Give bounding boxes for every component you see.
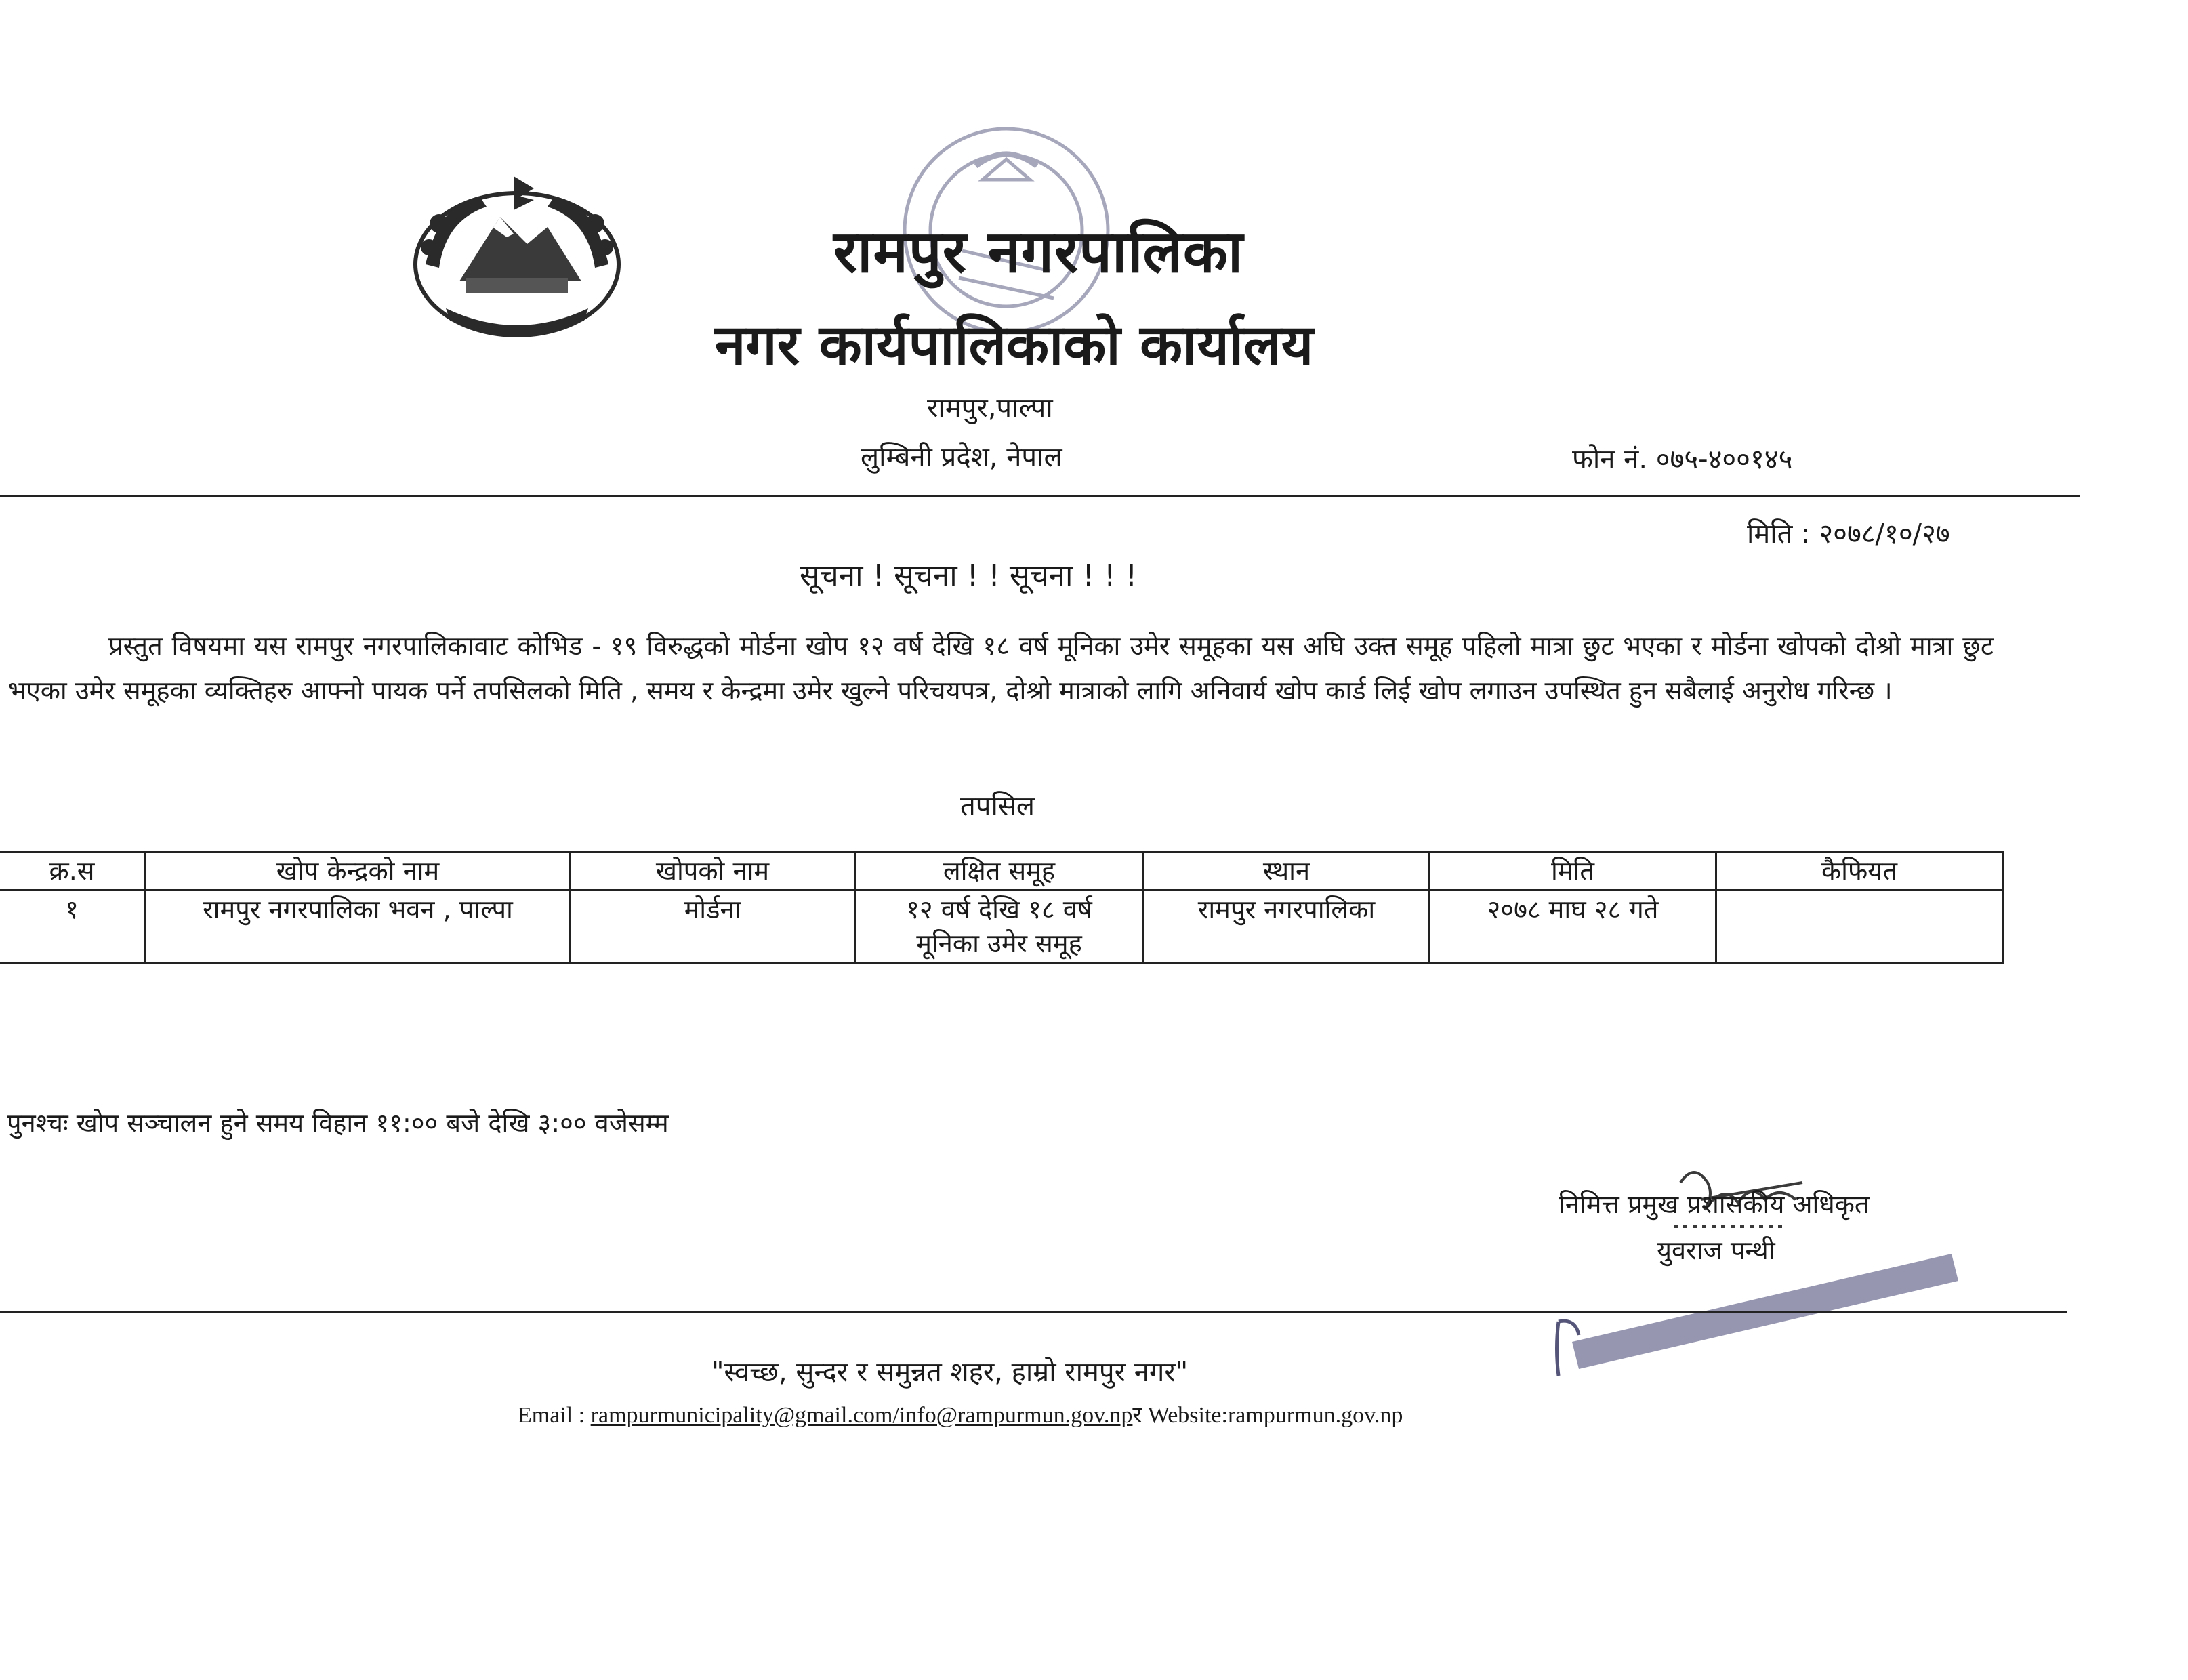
cell-date: २०७८ माघ २८ गते (1430, 890, 1716, 963)
column-header: कैफियत (1716, 852, 2003, 890)
target-line: १२ वर्ष देखि १८ वर्ष (906, 895, 1092, 924)
website-text: Website:rampurmun.gov.np (1142, 1403, 1403, 1428)
contact-line (518, 1398, 1403, 1429)
address-city: रामपुर,पाल्पा (927, 392, 1053, 424)
column-header: मिति (1430, 852, 1716, 890)
email-suffix: र (1132, 1403, 1142, 1428)
nepal-emblem-icon (398, 163, 636, 359)
cell-place: रामपुर नगरपालिका (1144, 890, 1430, 963)
footer-divider (0, 1311, 2067, 1313)
schedule-title: तपसिल (960, 791, 1035, 822)
municipality-motto: "स्वच्छ, सुन्दर र समुन्नत शहर, हाम्रो रामपुर नगर" (711, 1357, 1189, 1388)
cell-remarks (1716, 890, 2003, 963)
cell-sn: १ (0, 890, 146, 963)
column-header: स्थान (1144, 852, 1430, 890)
phone-number: फोन नं. ०७५-४००१४५ (1572, 444, 1793, 475)
cell-vaccine: मोर्डना (571, 890, 855, 963)
header-divider (0, 495, 2080, 497)
office-name: नगर कार्यपालिकाको कार्यालय (715, 313, 1314, 377)
table-row (0, 890, 2003, 963)
email-label: Email : (518, 1403, 591, 1428)
org-name: रामपुर नगरपालिका (833, 218, 1244, 286)
signatory-title: निमित्त प्रमुख प्रशासकीय अधिकृत (1559, 1189, 1870, 1219)
cell-center: रामपुर नगरपालिका भवन , पाल्पा (146, 890, 571, 963)
signatory-name: युवराज पन्थी (1657, 1235, 1775, 1265)
cell-target-group (855, 890, 1144, 963)
target-line: मूनिका उमेर समूह (916, 928, 1082, 958)
notice-heading: सूचना ! सूचना ! ! सूचना ! ! ! (800, 558, 1138, 593)
postscript: पुनश्चः खोप सञ्चालन हुने समय विहान ११:०० बजे देखि ३:०० वजेसम्म (7, 1108, 669, 1138)
column-header: खोप केन्द्रको नाम (146, 852, 571, 890)
column-header: लक्षित समूह (855, 852, 1144, 890)
notice-date: मिति : २०७८/१०/२७ (1747, 518, 1950, 550)
address-province: लुम्बिनी प्रदेश, नेपाल (861, 442, 1062, 473)
vaccination-schedule-table (0, 851, 2004, 964)
table-header-row (0, 852, 2003, 890)
column-header: क्र.स (0, 852, 146, 890)
email-link[interactable]: rampurmunicipality@gmail.com/info@rampurmun.gov.np (590, 1403, 1133, 1428)
column-header: खोपको नाम (571, 852, 855, 890)
notice-body: प्रस्तुत विषयमा यस रामपुर नगरपालिकावाट कोभिड - १९ विरुद्धको मोर्डना खोप १२ वर्ष देखि १८ वर्ष मूनिका उमेर समूहका यस अघि उक्त समूह पहिलो मात्रा छुट भएका र मोर्डना खोपको दोश्रो मात्रा छुट भएका उमेर समूहका व्यक्तिहरु आफ्नो पायक पर्ने तपसिलको मिति , समय र केन्द्रमा उमेर खुल्ने परिचयपत्र, दोश्रो मात्राको लागि अनिवार्य खोप कार्ड लिई खोप लगाउन उपस्थित हुन सबैलाई अनुरोध गरिन्छ । (8, 631, 1994, 705)
